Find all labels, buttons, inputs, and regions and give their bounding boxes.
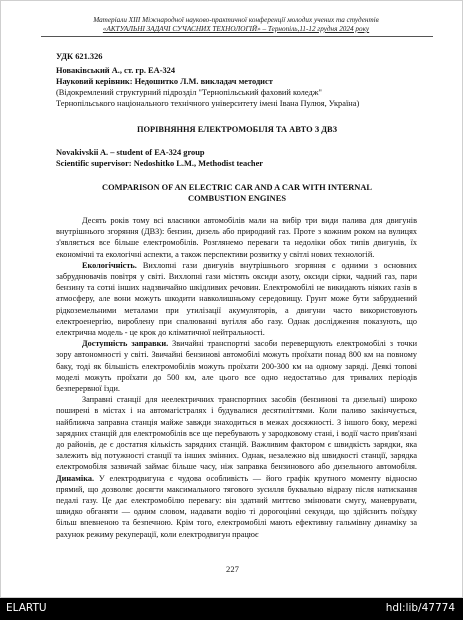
- paragraph-intro: Десять років тому всі власники автомобілів мали на вибір три види палива для двигунів внутрішнього згоряння (ДВЗ): бензин, дизель або природний газ. Проте з кожним роком на вулицях з'являється все більше електромобілів. Розглянемо переваги та недоліки обох типів двигунів, їх економічні та екологічні аспекти, а також перспективи розвитку у світлі нових технологій.: [56, 216, 417, 259]
- udc-code: УДК 621.326: [56, 52, 103, 61]
- conference-line-1: Матеріали XIII Міжнародної науково-практичної конференції молодих учених та студентів: [93, 16, 379, 24]
- stations-text: Заправні станції для неелектричних транспортних засобів (бензинові та дизельні) широко поширені в містах і на автомагістралях і будувалися десятиліттями. Коли паливо закінчується, найближча заправна станція майже завжди знаходиться в межах досяжності. З іншого боку, мережі зарядних станцій для електромобілів все ще перебувають у зародковому стані, і водії часто прив'язані до районів, де є достатня кількість зарядних станцій. Важливим фактором є швидкість зарядки, яка залежить від потужності станції та інших змінних. Однак, незалежно від швидкості станції, зарядка електромобіля зазвичай займає більше часу, ніж заправка бензинового або дизельного автомобіля.: [56, 395, 417, 472]
- university: Тернопільського національного технічного університету імені Івана Пулюя, Україна): [56, 99, 360, 108]
- title-en-line-1: COMPARISON OF AN ELECTRIC CAR AND A CAR WITH INTERNAL: [102, 183, 372, 192]
- title-en: [41, 182, 433, 204]
- paragraph-refueling: [56, 338, 417, 394]
- dynamics-text: У електродвигуна є чудова особливість — його графік крутного моменту відносно прямий, що дозволяє досягти максимального тягового зусилля буквально відразу після натискання педалі газу. Це дає електромобілю перевагу: він здатний миттєво змінювати смугу, маневрувати, швидко обганяти — одним словом, надавати водію ті дорогоцінні секунди, що здійснить поїздку більш впевненою та безпечною. Крім того, електромобілі мають ефективну гальмівну динаміку за рахунок режиму рекуперації, коли електродвигун працює: [56, 473, 417, 539]
- conference-header: [41, 16, 431, 34]
- author-en: Novakivskii A. – student of EA-324 group: [56, 148, 205, 157]
- handle-id: hdl:lib/47774: [385, 602, 455, 614]
- ecology-heading: Екологічність.: [82, 260, 137, 270]
- page-number: 227: [226, 564, 239, 574]
- title-ua: ПОРІВНЯННЯ ЕЛЕКТРОМОБІЛЯ ТА АВТО З ДВЗ: [136, 125, 338, 134]
- paragraph-ecology: [56, 260, 417, 338]
- header-rule: [41, 36, 433, 37]
- paragraph-stations-dynamics: [56, 394, 417, 540]
- footer-bar: [0, 598, 463, 620]
- article-body: [56, 215, 417, 540]
- supervisor-ua: Науковий керівник: Недошитко Л.М. викладач методист: [56, 77, 273, 86]
- department: (Відокремлений структурний підрозділ "Тернопільський фаховий коледж": [56, 88, 322, 97]
- repository-name: ELARTU: [6, 602, 47, 614]
- supervisor-en: Scientific supervisor: Nedoshitko L.M., Methodist teacher: [56, 159, 264, 168]
- conference-line-2: «АКТУАЛЬНІ ЗАДАЧІ СУЧАСНИХ ТЕХНОЛОГІЙ» – Тернопіль,11-12 грудня 2024 року: [102, 25, 370, 33]
- dynamics-heading: Динаміка.: [56, 473, 95, 483]
- title-en-line-2: COMBUSTION ENGINES: [188, 194, 286, 203]
- author-ua: Новаківський А., ст. гр. ЕА-324: [56, 66, 176, 75]
- refueling-text: Звичайні транспортні засоби переверщують електромобілі з точки зору автономності у світі. Звичайні бензинові автомобілі можуть проїхати понад 800 км на повному баку, тоді як більшість електромобілів можуть проїхати 200-300 км на одному заряді. Деякі топові моделі можуть проїхати до 500 км, але цього все одно недостатньо для тривалих періодів безперервної їзди.: [56, 339, 418, 394]
- ecology-text: Вихлопні гази двигунів внутрішнього згоряння є одними з основних забруднювачів повітря у світі. Вихлопні гази містять оксиди азоту, оксиди сірки, чадний газ, пари бензину та сотні інших надзвичайно шкідливих речовин. Електромобілі не викидають ніяких газів в атмосферу, але вони можуть шкодити навколишньому середовищу. Грунт може бути забруднений рідкоземельними металами при утилізації акумуляторів, а двигуни часто використовують електроенергію, вироблену при спалюванні вугілля або газу. Однак дослідження показують, що електрична модель - це крок до кліматичної нейтральності.: [56, 260, 417, 338]
- refueling-heading: Доступність заправки.: [82, 339, 169, 349]
